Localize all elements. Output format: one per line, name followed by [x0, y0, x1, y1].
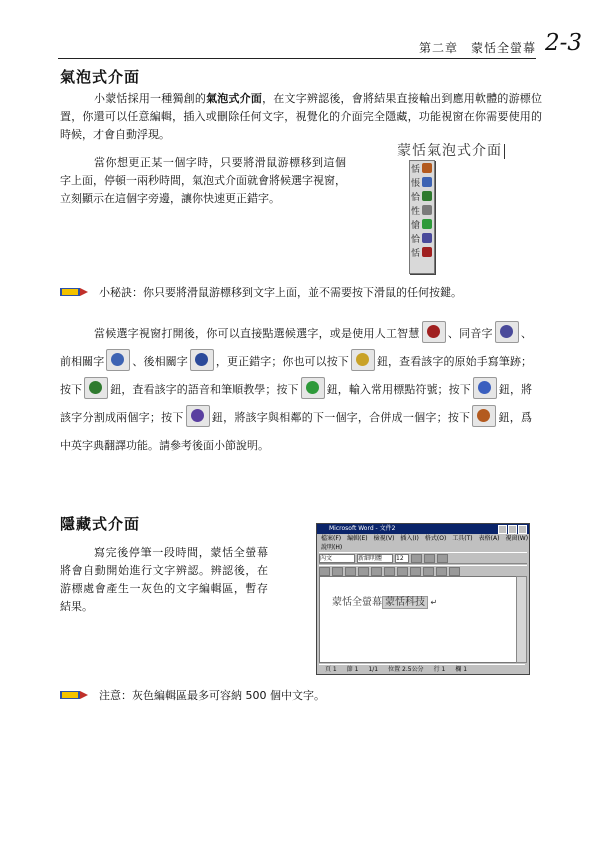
- paragraph-hidden: 寫完後停筆一段時間，蒙恬全螢幕將會自動開始進行文字辨認。辨認後，在游標處會產生一灰色的文字編輯區，暫存結果。: [60, 546, 268, 613]
- undo-icon[interactable]: [410, 567, 421, 576]
- menu-view[interactable]: 檢視(V): [373, 535, 395, 542]
- word-menubar: [317, 534, 529, 543]
- word-window: [316, 523, 530, 675]
- maximize-icon[interactable]: [508, 525, 517, 534]
- word-statusbar: 頁 1 節 1 1/1 位置 2.5公分 行 1 欄 1: [319, 664, 525, 673]
- section-title-bubble: 氣泡式介面: [60, 68, 141, 86]
- cut-icon[interactable]: [371, 567, 382, 576]
- menu-format[interactable]: 格式(O): [424, 535, 447, 542]
- menu-help[interactable]: 說明(H): [321, 544, 343, 551]
- paragraph-correction: 當你想更正某一個字時，只要將滑鼠游標移到這個字上面，停頓一兩秒時間，氣泡式介面就會將候選字視窗，立刻顯示在這個字旁邊，讓你快速更正錯字。: [60, 156, 346, 205]
- next-related-icon: [190, 349, 214, 371]
- voice-stroke-icon: [84, 377, 108, 399]
- candidate-window-title: 蒙恬氣泡式介面: [397, 140, 505, 160]
- word-titlebar: Microsoft Word - 文件2: [317, 524, 529, 534]
- redo-icon[interactable]: [423, 567, 434, 576]
- punctuation-icon: [301, 377, 325, 399]
- menu-edit[interactable]: 編輯(E): [347, 535, 368, 542]
- style-select[interactable]: 內文: [319, 554, 355, 563]
- tip-text: 小秘訣：你只要將滑鼠游標移到文字上面，並不需要按下滑鼠的任何按鍵。: [99, 286, 462, 299]
- font-select[interactable]: 新細明體: [357, 554, 393, 563]
- page-number: 2-3: [545, 30, 583, 56]
- menu-file[interactable]: 檔案(F): [321, 535, 342, 542]
- ai-icon: [422, 321, 446, 343]
- close-icon[interactable]: [518, 525, 527, 534]
- format-toolbar: [319, 552, 527, 564]
- underline-button[interactable]: [437, 554, 448, 563]
- handwriting-icon: [351, 349, 375, 371]
- menu-tools[interactable]: 工具(T): [452, 535, 473, 542]
- menu-insert[interactable]: 插入(I): [400, 535, 419, 542]
- save-icon[interactable]: [345, 567, 356, 576]
- candidate-window: 恬 悵 恰 性 愴 恰 恬: [409, 160, 435, 274]
- print-icon[interactable]: [358, 567, 369, 576]
- previous-related-icon: [106, 349, 130, 371]
- paste-icon[interactable]: [397, 567, 408, 576]
- gray-edit-buffer[interactable]: 蒙恬科技: [382, 596, 428, 609]
- word-document-area[interactable]: 蒙恬全螢幕 蒙恬科技 ↵: [319, 576, 519, 663]
- zoom-icon[interactable]: [449, 567, 460, 576]
- split-icon: [473, 377, 497, 399]
- merge-icon: [186, 405, 210, 427]
- open-icon[interactable]: [332, 567, 343, 576]
- homophone-icon: [495, 321, 519, 343]
- vertical-scrollbar[interactable]: [516, 576, 527, 663]
- menu-window[interactable]: 視窗(W): [505, 535, 529, 542]
- paragraph-intro: 小蒙恬採用一種獨創的氣泡式介面，在文字辨認後，會將結果直接輸出到應用軟體的游標位置，你還可以任意編輯，插入或刪除任何文字，視覺化的介面完全隱藏，功能視窗在你需要使用的時候，才會自動浮現。: [60, 92, 543, 141]
- running-header: [58, 32, 536, 59]
- pencil-icon: [60, 285, 90, 299]
- paragraph-candidate-buttons: 當候選字視窗打開後，你可以直接點選候選字，或是使用人工智慧 、同音字 、前相關字 、後相關字 ，更正錯字；你也可以按下 鈕，查看該字的原始手寫筆跡；按下 鈕，査看該字的語音和筆順教學；按下 鈕，輸入常用標點符號；按下 鈕，將該字分割成兩個字；按下 鈕，將該字與相鄰的下一個字，合併成一個字；按下 鈕，爲中英字典翻譯功能。請參考後面小節說明。: [60, 320, 532, 460]
- dictionary-icon: [472, 405, 496, 427]
- minimize-icon[interactable]: [498, 525, 507, 534]
- size-select[interactable]: 12: [395, 554, 409, 563]
- doc-text: 蒙恬全螢幕: [332, 597, 382, 608]
- section-title-hidden: 隱藏式介面: [60, 515, 141, 533]
- new-icon[interactable]: [319, 567, 330, 576]
- menu-table[interactable]: 表格(A): [478, 535, 500, 542]
- pencil-icon: [60, 688, 90, 702]
- chapter-title: 第二章 蒙恬全螢幕: [418, 41, 536, 55]
- note-text: 注意：灰色編輯區最多可容納 500 個中文字。: [99, 689, 325, 702]
- italic-button[interactable]: [424, 554, 435, 563]
- copy-icon[interactable]: [384, 567, 395, 576]
- bold-button[interactable]: [411, 554, 422, 563]
- table-icon[interactable]: [436, 567, 447, 576]
